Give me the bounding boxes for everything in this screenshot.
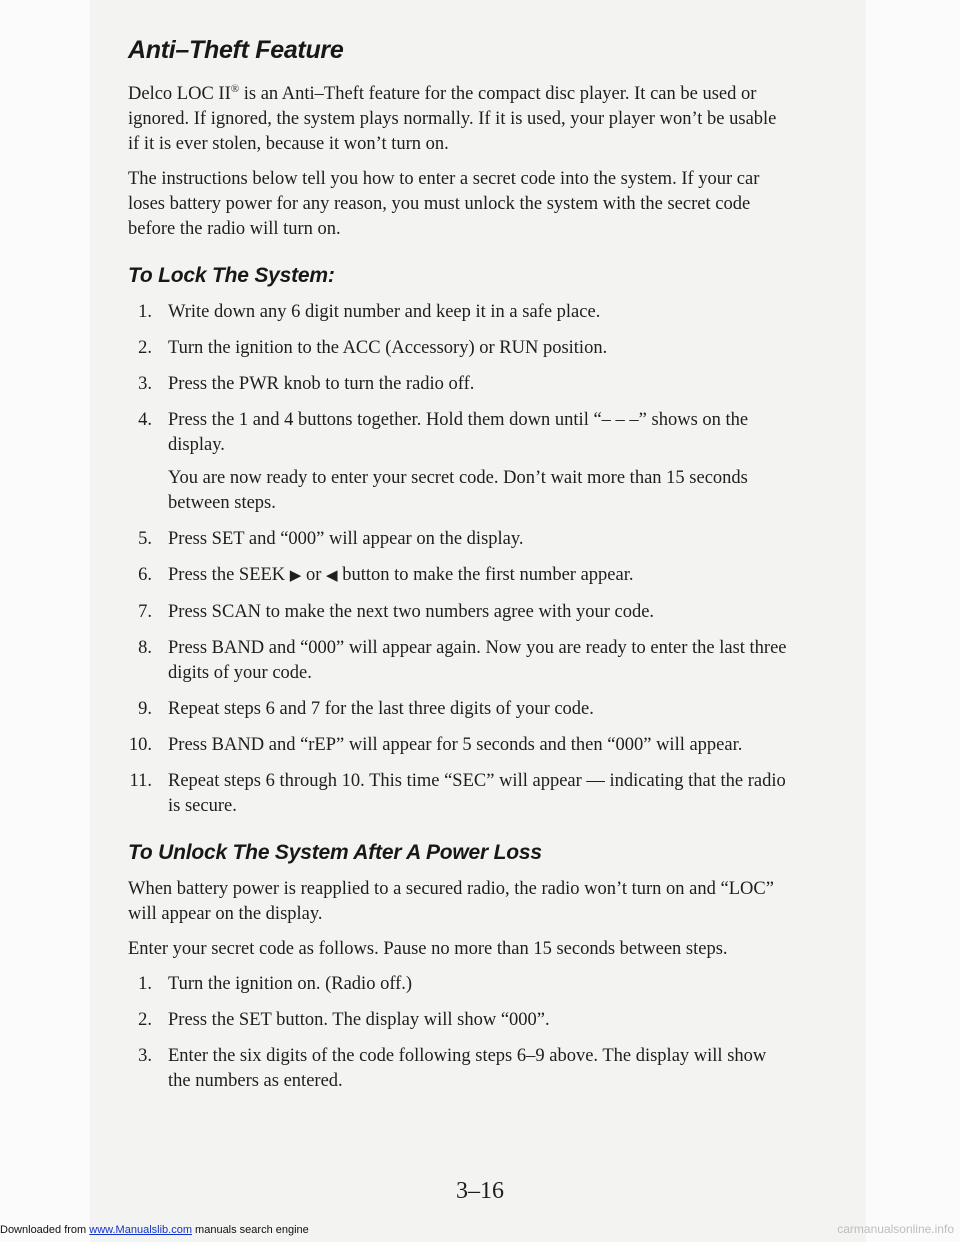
step-text: Enter the six digits of the code following steps 6–9 above. The display will show the numbers as entered. — [168, 1046, 767, 1091]
lock-heading: To Lock The System: — [128, 264, 335, 287]
intro-paragraph-1 — [128, 77, 788, 157]
step-number: 4. — [138, 410, 152, 430]
step-text: Press the 1 and 4 buttons together. Hold them down until “– – –” shows on the display. — [168, 410, 749, 455]
play-right-icon: ▶ — [289, 568, 302, 584]
step-text: or — [301, 565, 327, 585]
step-number: 2. — [138, 1010, 152, 1030]
step-text: Press SCAN to make the next two numbers agree with your code. — [168, 602, 655, 622]
step-text: Press the PWR knob to turn the radio off. — [168, 374, 475, 394]
step-text: Press BAND and “000” will appear again. Now you are ready to enter the last three digits of your code. — [168, 638, 787, 683]
step-number: 2. — [138, 338, 152, 358]
list-item — [128, 408, 788, 516]
step-number: 1. — [138, 302, 152, 322]
download-prefix: Downloaded from — [0, 1224, 87, 1236]
step-number: 3. — [138, 374, 152, 394]
intro-text-b: is an Anti–Theft feature for the compact disc player. It can be used or ignored. If ignored, the system plays normally. If it is used, your player won’t be usable if it is ever stolen, because it won’t turn on. — [128, 84, 777, 154]
list-item — [128, 527, 788, 552]
unlock-heading: To Unlock The System After A Power Loss — [128, 841, 542, 864]
play-left-icon: ◀ — [326, 568, 338, 584]
unlock-paragraph-2: Enter your secret code as follows. Pause no more than 15 seconds between steps. — [128, 939, 728, 959]
step-number: 11. — [129, 771, 152, 791]
unlock-paragraph-1: When battery power is reapplied to a secured radio, the radio won’t turn on and “LOC” will appear on the display. — [128, 879, 774, 924]
step-text: button to make the first number appear. — [337, 565, 634, 585]
page-margin-right — [866, 0, 960, 1242]
step-number: 10. — [128, 735, 152, 755]
step-number: 8. — [138, 638, 152, 658]
list-item — [128, 1008, 788, 1033]
intro-text-a: Delco LOC II — [128, 84, 231, 104]
list-item — [128, 600, 788, 625]
unlock-steps-list — [128, 972, 788, 1094]
page-margin-left — [0, 0, 90, 1242]
step-number: 1. — [138, 974, 152, 994]
page-number: 3–16 — [456, 1178, 504, 1204]
manualslib-link[interactable]: www.Manualslib.com — [89, 1224, 192, 1236]
list-item — [128, 372, 788, 397]
list-item — [128, 697, 788, 722]
list-item — [128, 972, 788, 997]
step-4-note: You are now ready to enter your secret code. Don’t wait more than 15 seconds between steps. — [168, 468, 748, 513]
step-text: Press BAND and “rEP” will appear for 5 seconds and then “000” will appear. — [168, 735, 743, 755]
step-number: 9. — [138, 699, 152, 719]
list-item — [128, 636, 788, 686]
list-item — [128, 336, 788, 361]
step-text: Write down any 6 digit number and keep it in a safe place. — [168, 302, 601, 322]
step-number: 6. — [138, 565, 152, 585]
download-suffix: manuals search engine — [195, 1224, 309, 1236]
step-text: Press the SEEK — [168, 565, 290, 585]
step-text: Turn the ignition to the ACC (Accessory) or RUN position. — [168, 338, 608, 358]
registered-mark: ® — [230, 83, 240, 95]
list-item — [128, 733, 788, 758]
step-text: Press SET and “000” will appear on the display. — [168, 529, 524, 549]
step-number: 3. — [138, 1046, 152, 1066]
intro-paragraph-2: The instructions below tell you how to enter a secret code into the system. If your car loses battery power for any reason, you must unlock the system with the secret code before the radio will turn on. — [128, 169, 760, 239]
step-text: Repeat steps 6 through 10. This time “SEC” will appear — indicating that the radio is secure. — [168, 771, 786, 816]
section-title: Anti–Theft Feature — [128, 36, 344, 64]
step-text: Repeat steps 6 and 7 for the last three digits of your code. — [168, 699, 594, 719]
lock-steps-list — [128, 300, 788, 819]
step-number: 5. — [138, 529, 152, 549]
list-item — [128, 1044, 788, 1094]
list-item — [128, 300, 788, 325]
step-text: Press the SET button. The display will show “000”. — [168, 1010, 550, 1030]
list-item — [128, 769, 788, 819]
step-number: 7. — [138, 602, 152, 622]
page-content — [128, 36, 788, 1105]
watermark: carmanualsonline.info — [837, 1222, 954, 1236]
download-banner — [0, 1224, 309, 1236]
list-item — [128, 563, 788, 589]
step-text: Turn the ignition on. (Radio off.) — [168, 974, 413, 994]
